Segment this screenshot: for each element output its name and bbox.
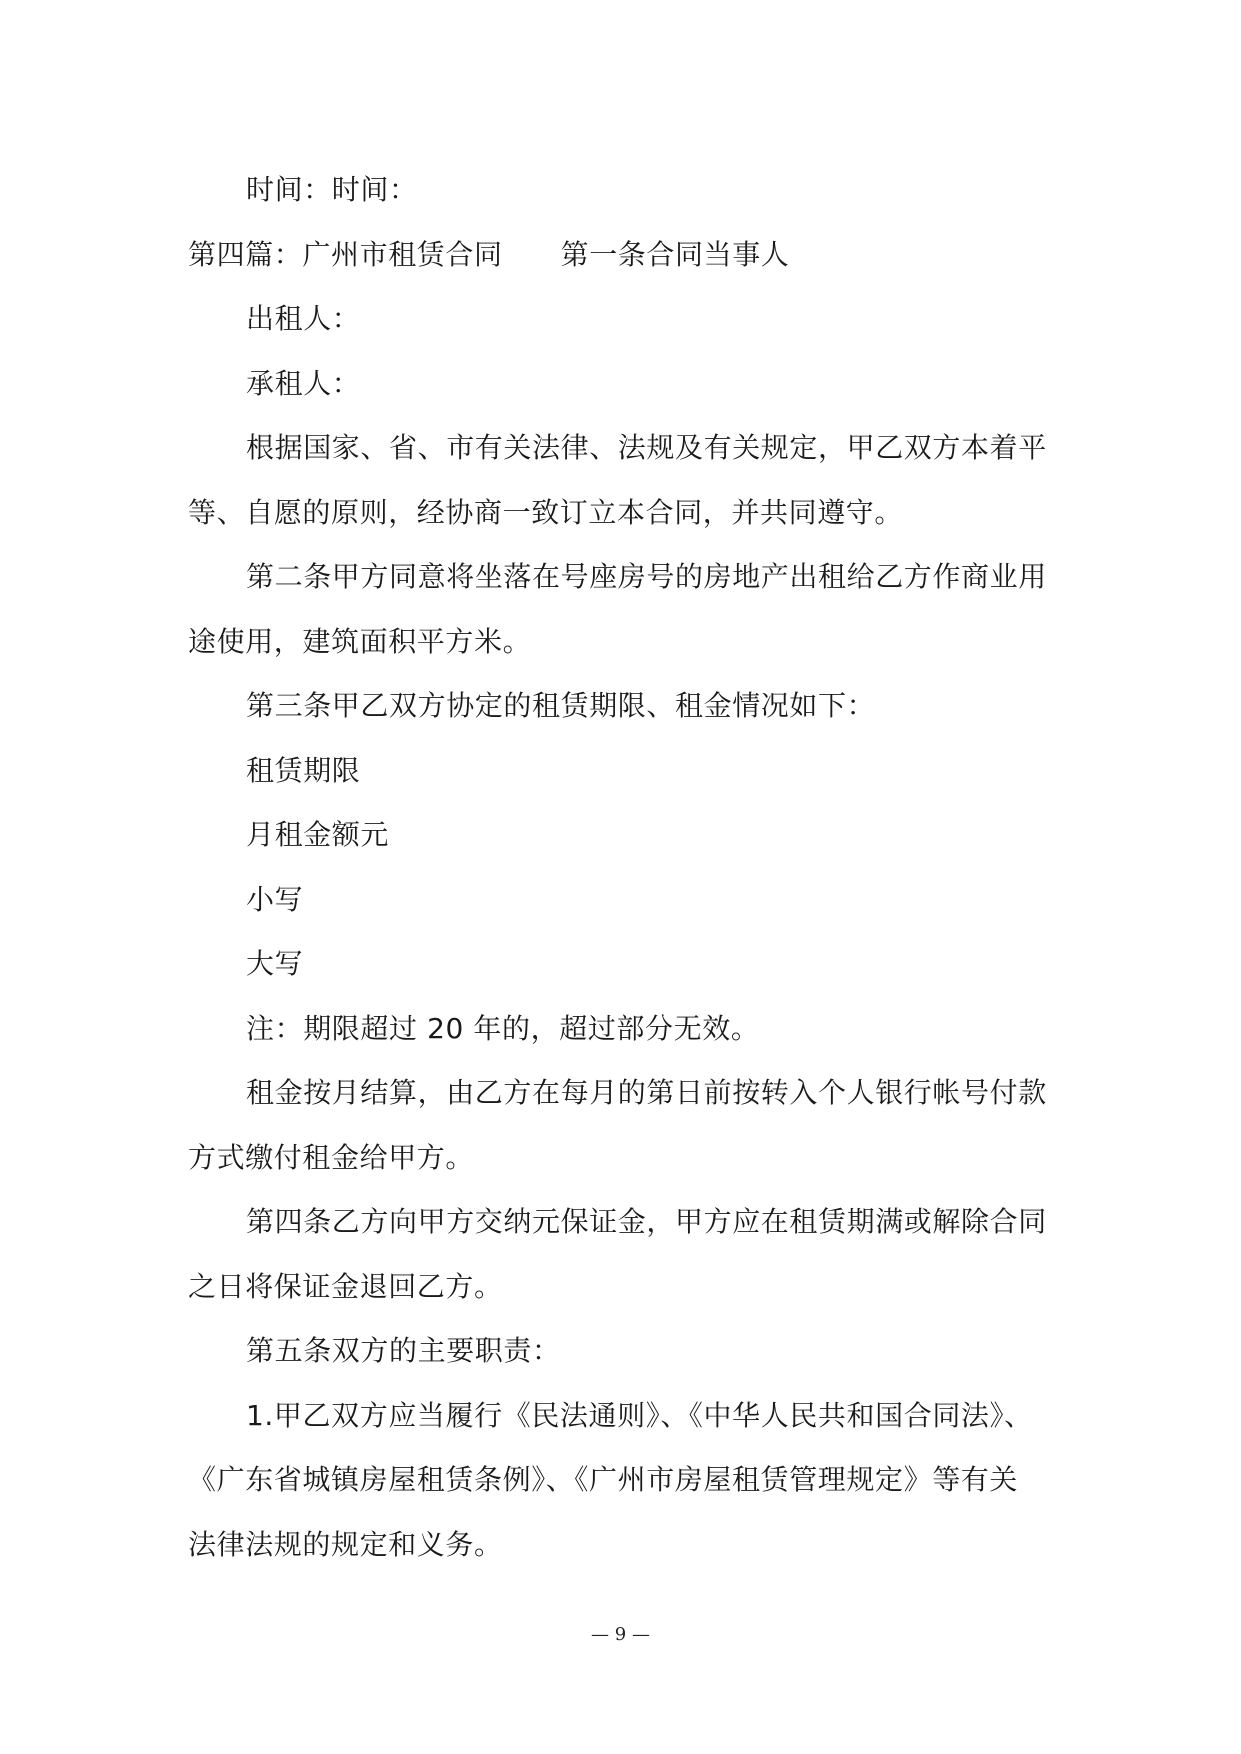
text-line: 之日将保证金退回乙方。 (188, 1269, 503, 1303)
document-body (188, 158, 1068, 1577)
text-line: 根据国家、省、市有关法律、法规及有关规定，甲乙双方本着平 (246, 431, 1047, 464)
text-line: 第四条乙方向甲方交纳元保证金，甲方应在租赁期满或解除合同 (246, 1205, 1047, 1238)
text-line: 大写 (246, 947, 304, 980)
text-line: 《广东省城镇房屋租赁条例》、《广州市房屋租赁管理规定》等有关 (188, 1463, 1019, 1496)
text-line: 1.甲乙双方应当履行《民法通则》、《中华人民共和国合同法》、 (246, 1398, 1033, 1432)
text-line: 租金按月结算，由乙方在每月的第日前按转入个人银行帐号付款 (246, 1076, 1047, 1109)
text-line: 租赁期限 (246, 753, 361, 787)
text-line: 小写 (246, 882, 304, 916)
text-line: 等、自愿的原则，经协商一致订立本合同，并共同遵守。 (188, 495, 904, 529)
text-line: 月租金额元 (246, 818, 390, 851)
text-line: 第二条甲方同意将坐落在号座房号的房地产出租给乙方作商业用 (246, 560, 1047, 593)
clause-title: 第一条合同当事人 (560, 237, 790, 271)
text-line: 第五条双方的主要职责： (246, 1334, 561, 1367)
text-line: 注：期限超过 20 年的，超过部分无效。 (246, 1011, 760, 1045)
text-line: 途使用，建筑面积平方米。 (188, 624, 532, 658)
section-heading-line (188, 223, 1068, 288)
section-heading: 第四篇：广州市租赁合同 (188, 237, 503, 271)
text-line: 方式缴付租金给甲方。 (188, 1140, 475, 1174)
text-line: 出租人： (246, 302, 361, 335)
page-number: — 9 — (591, 1624, 650, 1645)
text-line: 承租人： (246, 366, 361, 400)
text-line: 第三条甲乙双方协定的租赁期限、租金情况如下： (246, 689, 876, 722)
text-line: 时间：时间： (246, 173, 418, 206)
text-line: 法律法规的规定和义务。 (188, 1527, 503, 1561)
